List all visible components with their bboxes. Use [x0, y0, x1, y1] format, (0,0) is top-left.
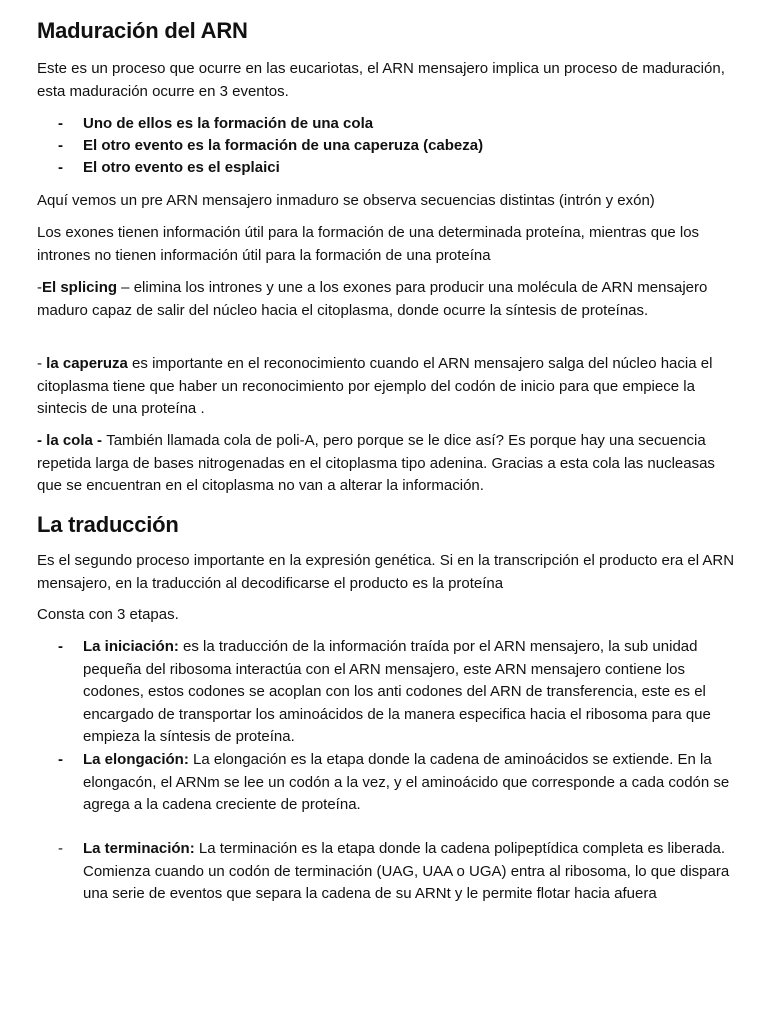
section-title-traduccion: La traducción [37, 512, 179, 537]
list-item: - El otro evento es la formación de una caperuza (cabeza) [58, 135, 738, 157]
stage-term: La iniciación: [83, 638, 179, 655]
list-item: - La iniciación: es la traducción de la información traída por el ARN mensajero, la sub unidad pequeña del ribosoma interactúa con el ARN mensajero, este ARN mensajero contiene los codones, estos codones se acoplan con los anti codones del ARN de transferencia, este es el encargado de transportar los aminoácidos de la manera especifica hacia el ribosoma para que empieza la síntesis de proteína. [58, 638, 711, 746]
bullet-dash: - [58, 750, 63, 768]
intro-paragraph: Este es un proceso que ocurre en las eucariotas, el ARN mensajero implica un proceso de maduración, esta maduración ocurre en 3 eventos. [37, 60, 725, 100]
list-item: - La terminación: La terminación es la etapa donde la cadena polipeptídica completa es liberada. Comienza cuando un codón de terminación (UAG, UAA o UGA) entra al ribosoma, lo que dispara una serie de eventos que separa la cadena de su ARNt y le permite flotar hacia afuera [58, 840, 730, 903]
cola-term: - la cola - [37, 432, 107, 449]
stages-list [58, 636, 738, 817]
caperuza-paragraph: - la caperuza es importante en el reconocimiento cuando el ARN mensajero salga del núcleo hacia el citoplasma tiene que haber un reconocimiento por ejemplo del codón de inicio para que empiece la sintecis de una proteína . [37, 355, 713, 418]
bullet-dash: - [58, 840, 63, 857]
list-item: - La elongación: La elongación es la etapa donde la cadena de aminoácidos se extiende. En la elongacón, el ARNm se lee un codón a la vez, y el aminoácido que corresponde a cada codón se agrega a la cadena creciente de proteína. [58, 750, 730, 814]
list-item: - Uno de ellos es la formación de una cola [58, 113, 738, 135]
traduccion-intro-paragraph: Es el segundo proceso importante en la expresión genética. Si en la transcripción el producto era el ARN mensajero, en la traducción al decodificarse el producto es la proteína [37, 552, 735, 592]
cola-paragraph: - la cola - También llamada cola de poli-A, pero porque se le dice así? Es porque hay una secuencia repetida larga de bases nitrogenadas en el citoplasma tipo adenina. Gracias a esta cola las nucleasas que se encuentran en el citoplasma no van a alterar la información. [37, 432, 715, 495]
section-title-maduracion: Maduración del ARN [37, 18, 248, 43]
bullet-dash: - [58, 137, 63, 154]
list-item: - El otro evento es el esplaici [58, 157, 738, 179]
stage-term: La terminación: [83, 840, 195, 857]
events-list [58, 113, 738, 179]
caperuza-term: la caperuza [46, 355, 128, 372]
stage-term: La elongación: [83, 750, 189, 768]
bullet-dash: - [58, 159, 63, 176]
exones-paragraph: Los exones tienen información útil para la formación de una determinada proteína, mientras que los intrones no tienen información útil para la formación de una proteína [37, 224, 700, 264]
pre-arn-paragraph: Aquí vemos un pre ARN mensajero inmaduro se observa secuencias distintas (intrón y exón) [37, 192, 655, 209]
consta-paragraph: Consta con 3 etapas. [37, 606, 179, 623]
bullet-dash: - [58, 115, 63, 132]
splicing-term: El splicing [42, 279, 118, 296]
bullet-dash: - [58, 638, 63, 655]
stages-list-cont [58, 838, 738, 906]
splicing-paragraph: -El splicing – elimina los intrones y une a los exones para producir una molécula de ARN mensajero maduro capaz de salir del núcleo hacia el citoplasma, donde ocurre la síntesis de proteínas. [37, 279, 708, 319]
